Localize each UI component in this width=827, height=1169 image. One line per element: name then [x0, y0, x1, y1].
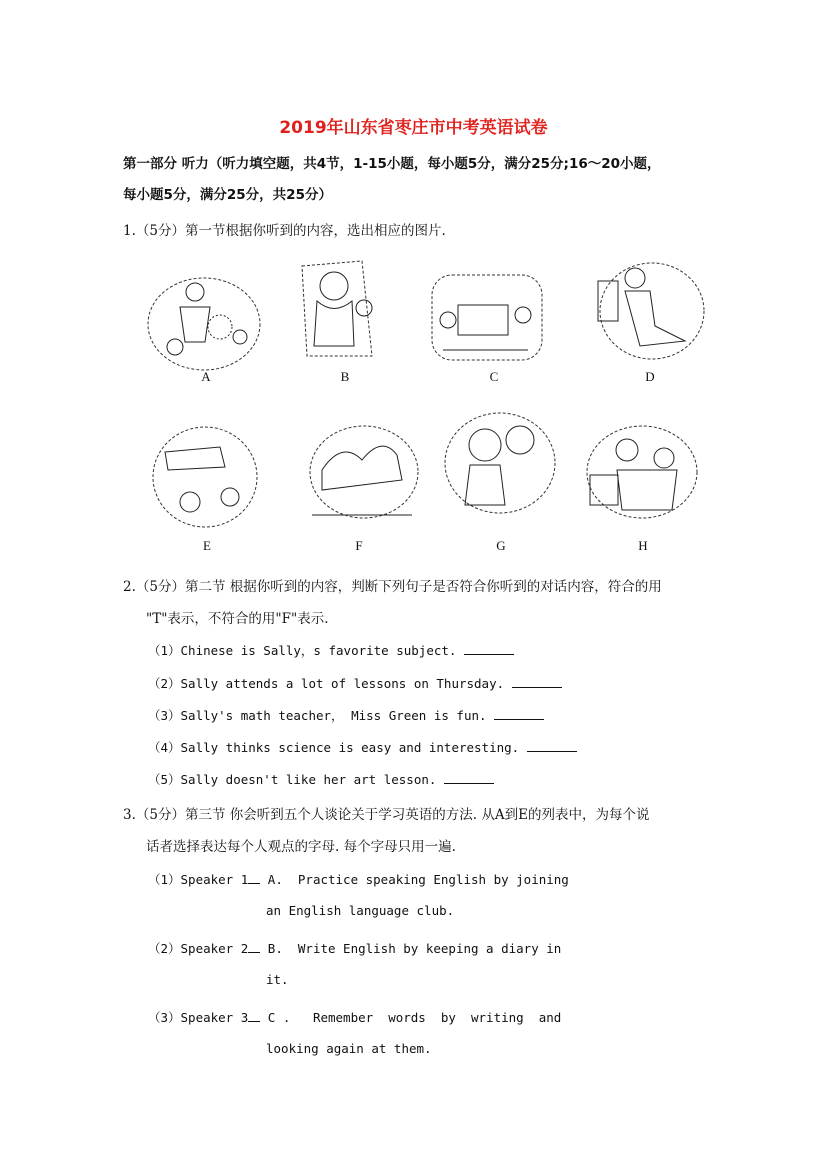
q2-item-2: （2）Sally attends a lot of lessons on Thursday. [148, 674, 562, 692]
picture-e [150, 422, 268, 532]
q3-item-2: （2）Speaker 2 B. Write English by keeping a diary in [148, 941, 562, 956]
q2-stem-line1: 2.（5分）第二节 根据你听到的内容，判断下列句子是否符合你听到的对话内容，符合的用 [123, 579, 662, 595]
q2-item-4: （4）Sally thinks science is easy and interesting. [148, 738, 577, 756]
picture-a [145, 272, 263, 382]
picture-g [440, 405, 558, 515]
picture-d [590, 256, 708, 366]
q3-stem-line2: 话者选择表达每个人观点的字母. 每个字母只用一遍. [146, 839, 456, 855]
answer-blank[interactable] [248, 871, 260, 884]
picture-c [428, 265, 546, 375]
q1-stem: 1.（5分）第一节根据你听到的内容，选出相应的图片. [123, 223, 446, 239]
picture-label-a: A [201, 369, 211, 384]
q2-item-5: （5）Sally doesn't like her art lesson. [148, 770, 494, 788]
picture-label-g: G [496, 538, 506, 553]
q3-item-3: （3）Speaker 3 C . Remember words by writing and [148, 1010, 562, 1025]
q3-item-1-cont: an English language club. [266, 903, 455, 918]
part1-heading-line2: 每小题5分，满分25分，共25分） [123, 187, 332, 203]
q3-stem-line1: 3.（5分）第三节 你会听到五个人谈论关于学习英语的方法. 从A到E的列表中，为每个说 [123, 807, 650, 823]
answer-blank[interactable] [248, 1009, 260, 1022]
q3-item-1: （1）Speaker 1 A. Practice speaking English by joining [148, 872, 569, 887]
picture-label-b: B [340, 369, 350, 384]
page-title: 2019年山东省枣庄市中考英语试卷 [279, 118, 548, 138]
picture-label-h: H [638, 538, 648, 553]
answer-blank[interactable] [494, 707, 544, 720]
picture-label-f: F [355, 538, 363, 553]
q3-item-3-cont: looking again at them. [266, 1041, 432, 1056]
answer-blank[interactable] [444, 771, 494, 784]
picture-f [302, 420, 420, 530]
answer-blank[interactable] [512, 675, 562, 688]
part1-heading-line1: 第一部分 听力（听力填空题，共4节，1-15小题，每小题5分，满分25分;16～20小题， [123, 156, 661, 172]
answer-blank[interactable] [527, 739, 577, 752]
q2-item-1: （1）Chinese is Sally，s favorite subject. [148, 641, 514, 659]
picture-label-e: E [203, 538, 211, 553]
answer-blank[interactable] [464, 642, 514, 655]
picture-b [292, 256, 410, 366]
q2-stem-line2: "T"表示，不符合的用"F"表示. [146, 611, 329, 627]
picture-label-c: C [489, 369, 499, 384]
q2-item-3: （3）Sally's math teacher， Miss Green is fun. [148, 706, 544, 724]
q3-item-2-cont: it. [266, 972, 289, 987]
picture-label-d: D [645, 369, 655, 384]
answer-blank[interactable] [248, 940, 260, 953]
picture-h [582, 420, 700, 530]
